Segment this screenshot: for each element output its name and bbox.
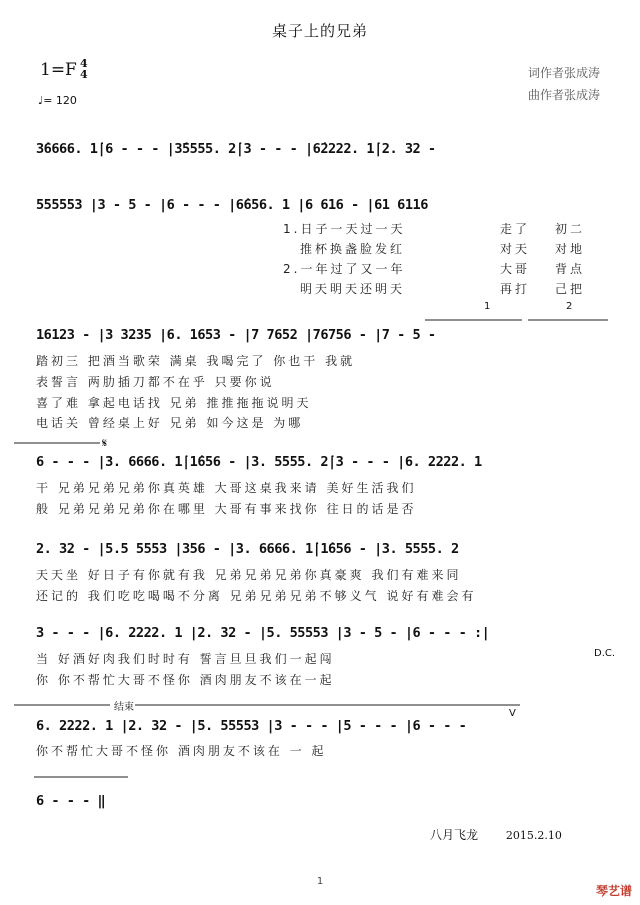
lyric-line-4a: 明天明天还明天 <box>300 282 406 296</box>
lyric-line-6: 表誓言 两肋插刀都不在乎 只要你说 <box>36 375 275 389</box>
lyric-line-1a: 1.日子一天过一天 <box>283 222 406 236</box>
signature-date: 2015.2.10 <box>505 829 562 842</box>
key-signature: 1=F <box>40 60 77 80</box>
volta-1-label: 1 <box>484 301 491 312</box>
breath-mark: V <box>509 708 516 719</box>
lyric-line-3c: 背点 <box>555 262 586 276</box>
notation-line-5: 2. 32 - |5.5 5553 |356 - |3. 6666. 1̇|1̇656 - |3. 5555. 2 <box>36 541 459 557</box>
notation-line-6: 3 - - - |6. 2222. 1 |2. 32 - |5. 55553 |3 - 5 - |6 - - - :| <box>36 625 490 641</box>
lyric-line-3a: 2.一年过了又一年 <box>283 262 406 276</box>
lyric-line-2b: 对天 <box>500 242 531 256</box>
lyric-line-12: 还记的 我们吃吃喝喝不分离 兄弟兄弟兄弟不够义气 说好有难会有 <box>36 589 477 603</box>
notation-line-3: 16123 - |3 3235 |6. 1653 - |7 7652 |76756 - |7 - 5 - <box>36 327 436 343</box>
lyric-line-1b: 走了 <box>500 222 531 236</box>
lyricist-credit: 词作者张成涛 <box>527 66 600 80</box>
lyric-line-9: 干 兄弟兄弟兄弟你真英雄 大哥这桌我来请 美好生活我们 <box>36 481 417 495</box>
lyric-line-14: 你 你不帮忙大哥不怪你 酒肉朋友不该在一起 <box>36 673 335 687</box>
lyric-line-7: 喜了难 拿起电话找 兄弟 推推拖拖说明天 <box>36 396 312 410</box>
lyric-line-5: 踏初三 把酒当歌荣 满桌 我喝完了 你也干 我就 <box>36 354 356 368</box>
notation-line-8: 6 - - - ‖ <box>36 793 106 809</box>
da-capo-mark: D.C. <box>594 648 616 659</box>
notation-line-7: 6. 2222. 1 |2. 32 - |5. 55553 |3 - - - |5 - - - |6 - - - <box>36 718 467 734</box>
notation-line-4: 6 - - - |3. 6666. 1̇|1̇656 - |3. 5555. 2̇|3 - - - |6. 2222. 1 <box>36 454 482 470</box>
site-logo: 琴艺谱 <box>595 884 632 898</box>
page-title: 桌子上的兄弟 <box>271 22 368 40</box>
notation-line-2: 555553 |3 - 5 - |6 - - - |6̇656. 1 |6 616 - |61 6116 <box>36 197 428 213</box>
lyric-line-8: 电话关 曾经桌上好 兄弟 如今这是 为哪 <box>36 416 304 430</box>
lyric-line-3b: 大哥 <box>500 262 531 276</box>
lyric-line-11: 天天坐 好日子有你就有我 兄弟兄弟兄弟你真豪爽 我们有难来同 <box>36 568 462 582</box>
time-sig-bottom: 4 <box>80 68 88 81</box>
page-number: 1 <box>316 876 324 887</box>
lyric-line-4c: 己把 <box>555 282 586 296</box>
composer-credit: 曲作者张成涛 <box>527 88 600 102</box>
signature-name: 八月飞龙 <box>430 828 479 842</box>
lyric-line-10: 般 兄弟兄弟兄弟你在哪里 大哥有事来找你 往日的话是否 <box>36 502 417 516</box>
lyric-line-2c: 对地 <box>555 242 586 256</box>
end-mark: 结束 <box>114 702 134 713</box>
tempo-marking: ♩= 120 <box>38 94 77 107</box>
lyric-line-13: 当 好酒好肉我们时时有 誓言旦旦我们一起闯 <box>36 652 335 666</box>
lyric-line-4b: 再打 <box>500 282 531 296</box>
notation-line-1: 3̇6666. 1̇|6 - - - |3̇5555. 2̇|3 - - - |6̇2222. 1̇|2. 32 - <box>36 141 436 157</box>
segno-sign: 𝄋 <box>102 436 108 450</box>
time-sig-top: 4 <box>80 57 88 70</box>
volta-2-label: 2 <box>566 301 573 312</box>
lyric-line-1c: 初二 <box>555 222 586 236</box>
lyric-line-15: 你不帮忙大哥不怪你 酒肉朋友不该在 一 起 <box>36 744 327 758</box>
lyric-line-2a: 推杯换盏脸发红 <box>300 242 406 256</box>
